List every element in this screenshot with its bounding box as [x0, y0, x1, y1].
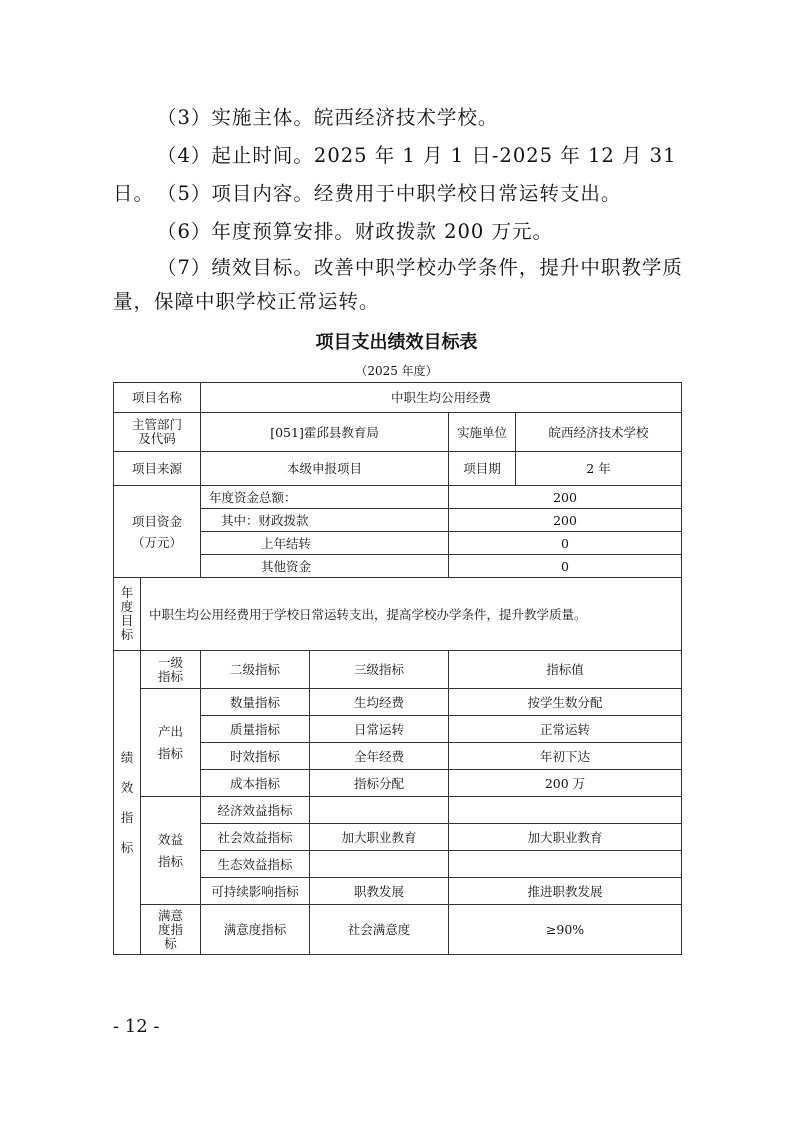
paragraph-implementer: （3）实施主体。皖西经济技术学校。 — [157, 106, 499, 129]
indicator-value: 正常运转 — [449, 716, 682, 743]
indicator-l2: 质量指标 — [201, 716, 310, 743]
benefit-group-label: 效益指标 — [141, 797, 201, 905]
indicator-l2: 数量指标 — [201, 689, 310, 716]
fund-value: 0 — [449, 532, 682, 555]
paragraph-budget: （6）年度预算安排。财政拨款 200 万元。 — [157, 220, 554, 243]
fund-value: 200 — [449, 486, 682, 509]
project-name: 中职生均公用经费 — [201, 383, 682, 413]
indicator-value — [449, 851, 682, 878]
table-subtitle: （2025 年度） — [355, 364, 438, 378]
goal-label: 年度目标 — [114, 578, 141, 651]
impl-label: 实施单位 — [449, 413, 516, 452]
source-label: 项目来源 — [114, 452, 201, 486]
dept: [051]霍邱县教育局 — [201, 413, 449, 452]
fund-value: 0 — [449, 555, 682, 578]
indicator-value: 加大职业教育 — [449, 824, 682, 851]
indicator-l3: 社会满意度 — [310, 905, 449, 955]
source: 本级申报项目 — [201, 452, 449, 486]
output-group-label: 产出指标 — [141, 689, 201, 797]
header-value: 指标值 — [449, 651, 682, 689]
page-number: - 12 - — [113, 1016, 160, 1037]
indicator-l2: 成本指标 — [201, 770, 310, 797]
satisfaction-group-label: 满意度指标 — [141, 905, 201, 955]
indicator-l3: 生均经费 — [310, 689, 449, 716]
goal-text: 中职生均公用经费用于学校日常运转支出，提高学校办学条件，提升教学质量。 — [141, 578, 682, 651]
period: 2 年 — [516, 452, 682, 486]
paragraph-period: （4）起止时间。2025 年 1 月 1 日-2025 年 12 月 31 日。 — [113, 144, 677, 205]
fund-item: 年度资金总额： — [201, 486, 449, 509]
fund-value: 200 — [449, 509, 682, 532]
header-l1: 一级指标 — [141, 651, 201, 689]
fund-item: 其中：财政拨款 — [201, 509, 449, 532]
indicator-l3 — [310, 851, 449, 878]
impl: 皖西经济技术学校 — [516, 413, 682, 452]
table-title: 项目支出绩效目标表 — [315, 332, 478, 353]
indicator-l2: 经济效益指标 — [201, 797, 310, 824]
indicator-value: 按学生数分配 — [449, 689, 682, 716]
indicator-l2: 时效指标 — [201, 743, 310, 770]
dept-label: 主管部门及代码 — [114, 413, 201, 452]
indicator-l3: 加大职业教育 — [310, 824, 449, 851]
indicator-l3 — [310, 797, 449, 824]
header-l2: 二级指标 — [201, 651, 310, 689]
indicator-value: ≥90% — [449, 905, 682, 955]
indicator-l3: 全年经费 — [310, 743, 449, 770]
indicator-value: 推进职教发展 — [449, 878, 682, 905]
period-label: 项目期 — [449, 452, 516, 486]
fund-item: 其他资金 — [201, 555, 449, 578]
paragraph-goal: （7）绩效目标。改善中职学校办学条件，提升中职教学质量，保障中职学校正常运转。 — [113, 256, 683, 313]
indicator-l2: 生态效益指标 — [201, 851, 310, 878]
indicator-l3: 日常运转 — [310, 716, 449, 743]
paragraph-content: （5）项目内容。经费用于中职学校日常运转支出。 — [157, 182, 622, 205]
indicator-value: 年初下达 — [449, 743, 682, 770]
indicator-l3: 职教发展 — [310, 878, 449, 905]
funds-label: 项目资金 （万元） — [114, 486, 201, 578]
indicator-l2: 可持续影响指标 — [201, 878, 310, 905]
fund-item: 上年结转 — [201, 532, 449, 555]
project-name-label: 项目名称 — [114, 383, 201, 413]
indicator-l2: 社会效益指标 — [201, 824, 310, 851]
performance-target-table — [113, 382, 682, 955]
header-l3: 三级指标 — [310, 651, 449, 689]
indicator-l2: 满意度指标 — [201, 905, 310, 955]
indicators-label: 绩效指标 — [114, 651, 141, 955]
indicator-value — [449, 797, 682, 824]
indicator-l3: 指标分配 — [310, 770, 449, 797]
indicator-value: 200 万 — [449, 770, 682, 797]
